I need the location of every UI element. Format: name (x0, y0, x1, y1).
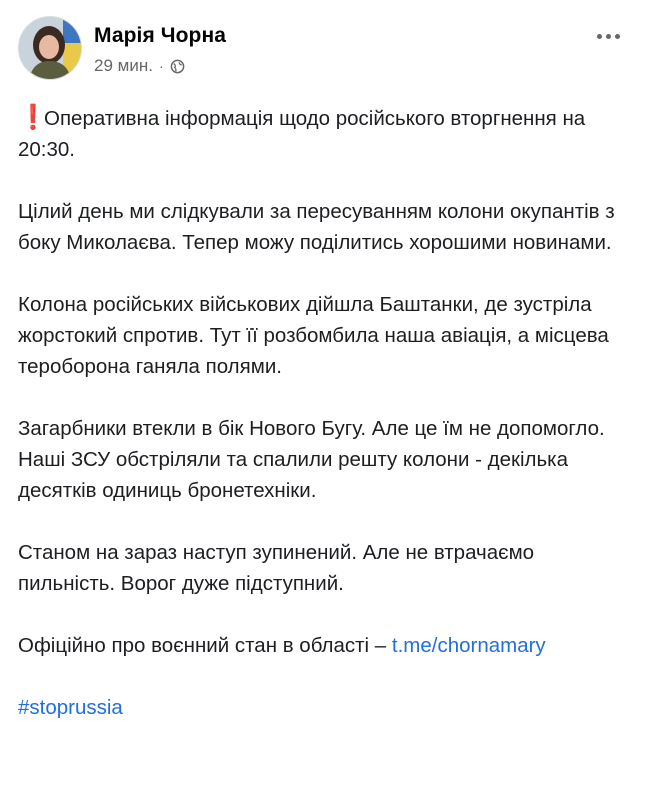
more-options-button[interactable] (590, 24, 626, 48)
hashtag-link[interactable]: #stoprussia (18, 696, 123, 719)
avatar-image (19, 17, 82, 80)
post-paragraph: Станом на зараз наступ зупинений. Але не втрачаємо пильність. Ворог дуже підступний. (18, 541, 535, 595)
exclamation-icon: ❗ (18, 103, 48, 131)
post-paragraph (18, 692, 628, 723)
author-name[interactable]: Марія Чорна (94, 24, 227, 47)
paragraph-text: Оперативна інформація щодо російського вторгнення на 20:30. (18, 107, 586, 161)
post-body (18, 102, 628, 754)
globe-icon (170, 59, 185, 74)
post-paragraph (18, 102, 628, 165)
post-paragraph (18, 630, 628, 661)
post-paragraph: Загарбники втекли в бік Нового Бугу. Але це їм не допомогло. Наші ЗСУ обстріляли та спалили решту колони - декілька десятків одиниць бронетехніки. (18, 417, 605, 502)
more-options-icon (597, 34, 620, 39)
avatar[interactable] (18, 16, 82, 80)
telegram-link[interactable]: t.me/chornamary (391, 634, 546, 657)
post-paragraph: Колона російських військових дійшла Баштанки, де зустріла жорстокий спротив. Тут її розбомбила наша авіація, а місцева тероборона ганяла полями. (18, 293, 609, 378)
paragraph-text: Офіційно про воєнний стан в області – (18, 634, 392, 657)
post-header (18, 16, 630, 84)
post-time[interactable]: 29 мин. (94, 56, 153, 75)
post-meta (94, 56, 185, 76)
meta-separator: · (158, 58, 164, 74)
post-paragraph: Цілий день ми слідкували за пересуванням колони окупантів з боку Миколаєва. Тепер можу поділитись хорошими новинами. (18, 200, 615, 254)
